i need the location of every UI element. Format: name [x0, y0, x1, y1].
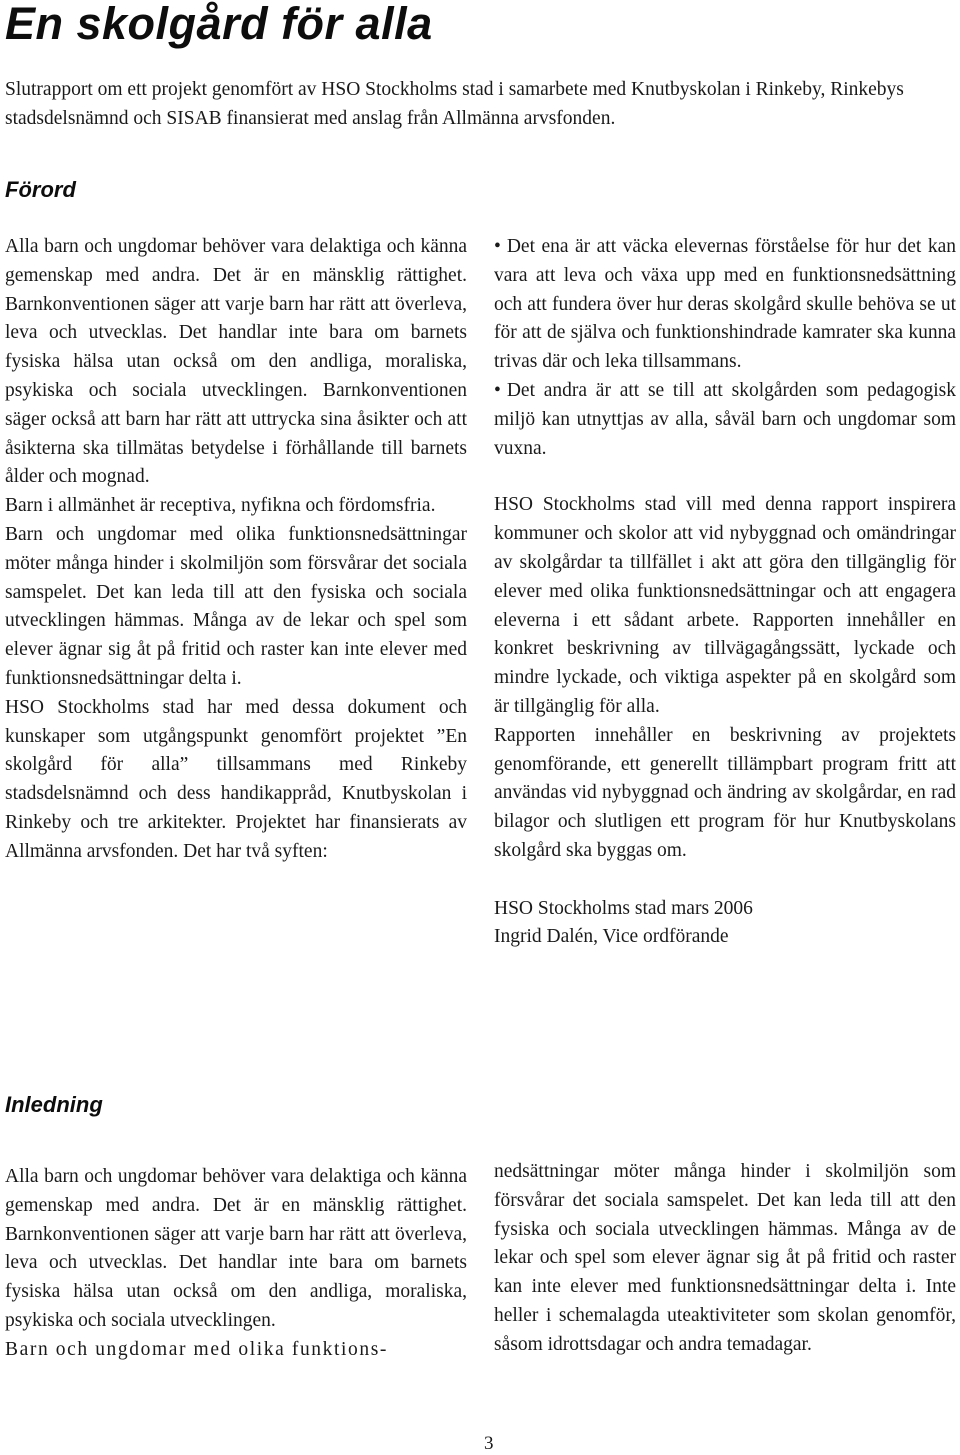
forord-paragraph: Barn i allmänhet är receptiva, nyfikna och fördomsfria. [5, 495, 436, 517]
forord-bullet-list [494, 233, 956, 463]
forord-left-column [5, 233, 467, 867]
document-title: En skolgård för alla [5, 0, 433, 49]
forord-paragraph: HSO Stockholms stad har med dessa dokument och kunskaper som utgångspunkt genomfört projektet ”En skolgård för alla” tillsammans med Rinkeby stadsdelsnämnd och dess handikappråd, Knutbyskolan i Rinkeby och tre arkitekter. Projektet har finansierats av Allmänna arvsfonden. Det har två syften: [5, 696, 467, 862]
forord-right-column [494, 233, 956, 952]
signature-name: Ingrid Dalén, Vice ordförande [494, 926, 729, 948]
page-number: 3 [484, 1433, 494, 1454]
forord-paragraph: HSO Stockholms stad vill med denna rapport inspirera kommuner och skolor att vid nybyggnad och omändringar av skolgårdar ta tillfället i akt att göra den tillgänglig för elever med olika funktionsnedsättningar och att engagera eleverna i ett sådant arbete. Rapporten innehåller en konkret beskrivning av tillvägagångssätt, lyckade och mindre lyckade, och viktiga aspekter på en skolgård som är tillgänglig för alla. [494, 494, 956, 717]
forord-paragraph: Alla barn och ungdomar behöver vara delaktiga och känna gemenskap med andra. Det är en mänsklig rättighet. Barnkonventionen säger att varje barn har rätt att överleva, leva och utvecklas. Det handlar inte bara om barnets fysiska hälsa utan också om den andliga, moraliska, psykiska och sociala utvecklingen. Barnkonventionen säger också att barn har rätt att uttrycka sina åsikter och att åsikterna ska tillmätas betydelse i förhållande till barnets ålder och mognad. [5, 236, 467, 488]
heading-inledning: Inledning [5, 1092, 103, 1117]
inledning-paragraph: Barn och ungdomar med olika funktions- [5, 1338, 389, 1360]
inledning-paragraph: nedsättningar möter många hinder i skolmiljön som försvårar det sociala samspelet. Det kan leda till att den fysiska och sociala utvecklingen hämmas. Många av de lekar och spel som elever ägnar sig åt på fritid och raster kan inte elever med funktionsnedsättningar delta i. Inte heller i schemalagda uteaktiviteter som skolan genomför, såsom idrottsdagar och andra temadagar. [494, 1161, 956, 1355]
bullet-item: • Det ena är att väcka elevernas förståelse för hur det kan vara att leva och växa upp med en funktionsnedsättning och att fundera över hur deras skolgård skulle behöva se ut för att de själva och funktionshindrade kamrater ska kunna trivas där och leka tillsammans. [494, 233, 956, 377]
bullet-item: • Det andra är att se till att skolgården som pedagogisk miljö kan utnyttjas av alla, såväl barn och ungdomar som vuxna. [494, 377, 956, 463]
forord-paragraph: Barn och ungdomar med olika funktionsnedsättningar möter många hinder i skolmiljön som försvårar det sociala samspelet. Det kan leda till att den fysiska och sociala utvecklingen hämmas. Många av de lekar och spel som elever ägnar sig åt på fritid och raster kan inte elever med funktionsnedsättningar delta i. [5, 523, 467, 689]
forord-paragraph: Rapporten innehåller en beskrivning av projektets genomförande, ett generellt tillämpbart program fritt att användas vid nybyggnad och ändring av skolgårdar, en rad bilagor och slutligen ett program för hur Knutbyskolans skolgård ska byggas om. [494, 724, 956, 861]
inledning-right-column [494, 1158, 956, 1360]
inledning-left-column [5, 1163, 467, 1365]
heading-forord: Förord [5, 177, 76, 202]
document-subtitle: Slutrapport om ett projekt genomfört av HSO Stockholms stad i samarbete med Knutbyskolan i Rinkeby, Rinkebys stadsdelsnämnd och SISAB finansierat med anslag från Allmänna arvsfonden. [5, 79, 904, 129]
inledning-paragraph: Alla barn och ungdomar behöver vara delaktiga och känna gemenskap med andra. Det är en mänsklig rättighet. Barnkonventionen säger att varje barn har rätt att överleva, leva och utvecklas. Det handlar inte bara om barnets fysiska hälsa utan också om den andliga, moraliska, psykiska och sociala utvecklingen. [5, 1166, 467, 1331]
signature-place-date: HSO Stockholms stad mars 2006 [494, 897, 753, 919]
